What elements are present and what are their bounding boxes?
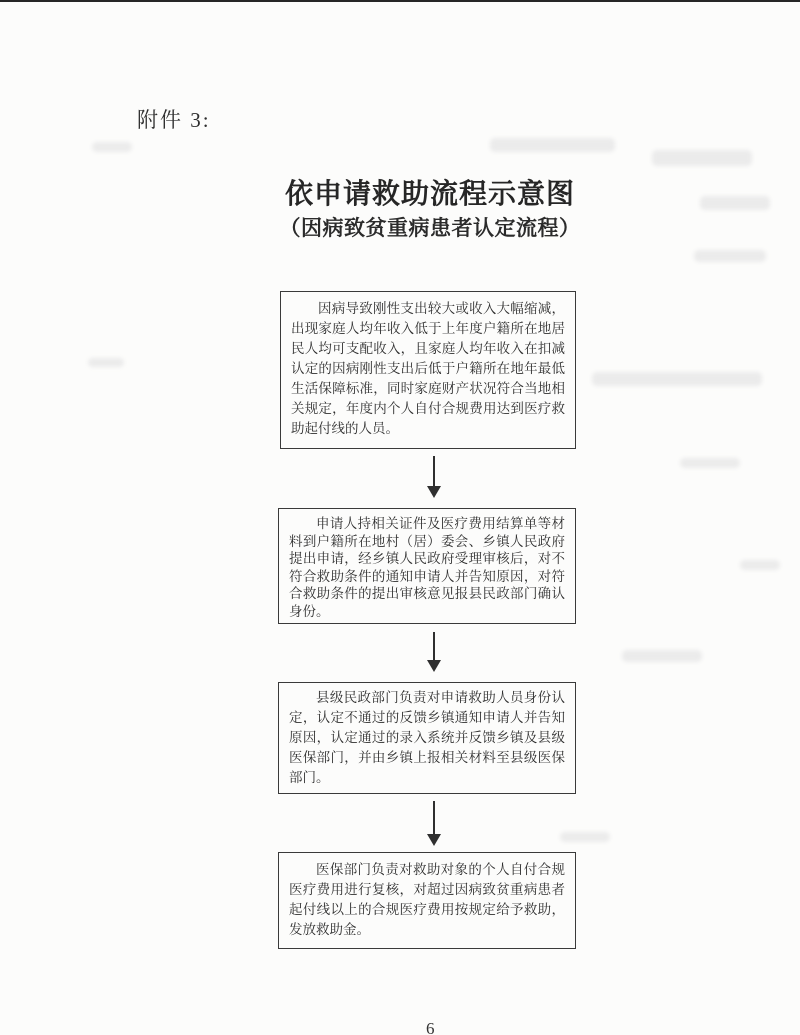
box-text-line: 发放救助金。: [289, 922, 370, 937]
box-text-line: 出现家庭人均年收入低于上年度户籍所在地居: [291, 321, 565, 336]
box-text-line: 合救助条件的提出审核意见报县民政部门确认: [289, 586, 565, 601]
page-subtitle: （因病致贫重病患者认定流程）: [279, 216, 581, 240]
bleedthrough-artifact: [88, 358, 124, 367]
box-text-line: 符合救助条件的通知申请人并告知原因，对符: [289, 568, 565, 584]
flow-step-3-identity-confirmation: [278, 682, 576, 794]
box-text-line: 民人均可支配收入，且家庭人均年收入在扣减: [291, 341, 565, 356]
box-text-line: 料到户籍所在地村（居）委会、乡镇人民政府: [289, 533, 565, 549]
bleedthrough-artifact: [740, 560, 780, 570]
arrow-shaft: [433, 456, 435, 486]
flow-step-1-eligibility-criteria: [280, 291, 576, 449]
scan-edge-artifact: [0, 0, 800, 2]
attachment-label: 附件 3:: [137, 108, 211, 132]
box-text-line: 医保部门，并由乡镇上报相关材料至县级医保: [289, 750, 565, 765]
page-title: 依申请救助流程示意图: [284, 178, 576, 209]
arrow-head-icon: [427, 486, 441, 498]
bleedthrough-artifact: [92, 142, 132, 152]
box-text-line: 医保部门负责对救助对象的个人自付合规: [316, 862, 565, 877]
box-text-line: 助起付线的人员。: [291, 421, 399, 436]
box-text-line: 因病导致刚性支出较大或收入大幅缩减，: [318, 301, 565, 316]
flow-step-4-assistance-disbursement: [278, 852, 576, 949]
bleedthrough-artifact: [592, 372, 762, 386]
page-number: 6: [426, 1019, 435, 1035]
box-text-line: 部门。: [289, 770, 330, 785]
bleedthrough-artifact: [652, 150, 752, 166]
arrow-head-icon: [427, 834, 441, 846]
box-text-line: 医疗费用进行复核，对超过因病致贫重病患者: [289, 882, 565, 897]
box-text-line: 定，认定不通过的反馈乡镇通知申请人并告知: [289, 710, 565, 725]
box-text-line: 县级民政部门负责对申请救助人员身份认: [316, 690, 565, 705]
arrow-shaft: [433, 632, 435, 660]
down-arrow-3: [427, 801, 441, 846]
box-text-line: 申请人持相关证件及医疗费用结算单等材: [316, 516, 565, 531]
bleedthrough-artifact: [622, 650, 702, 662]
box-text-line: 原因，认定通过的录入系统并反馈乡镇及县级: [289, 730, 565, 745]
box-text-line: 身份。: [289, 603, 330, 619]
arrow-shaft: [433, 801, 435, 834]
flow-step-2-application-submission: [278, 508, 576, 624]
box-text-line: 认定的因病刚性支出后低于户籍所在地年最低: [291, 361, 565, 376]
down-arrow-1: [427, 456, 441, 498]
bleedthrough-artifact: [560, 832, 610, 842]
bleedthrough-artifact: [700, 196, 770, 210]
box-text-line: 提出申请，经乡镇人民政府受理审核后，对不: [289, 551, 565, 566]
bleedthrough-artifact: [694, 250, 766, 262]
down-arrow-2: [427, 632, 441, 672]
box-text-line: 生活保障标准，同时家庭财产状况符合当地相: [291, 381, 565, 396]
box-text-line: 关规定，年度内个人自付合规费用达到医疗救: [291, 401, 565, 416]
arrow-head-icon: [427, 660, 441, 672]
bleedthrough-artifact: [680, 458, 740, 468]
bleedthrough-artifact: [490, 138, 615, 152]
box-text-line: 起付线以上的合规医疗费用按规定给予救助，: [289, 902, 565, 917]
